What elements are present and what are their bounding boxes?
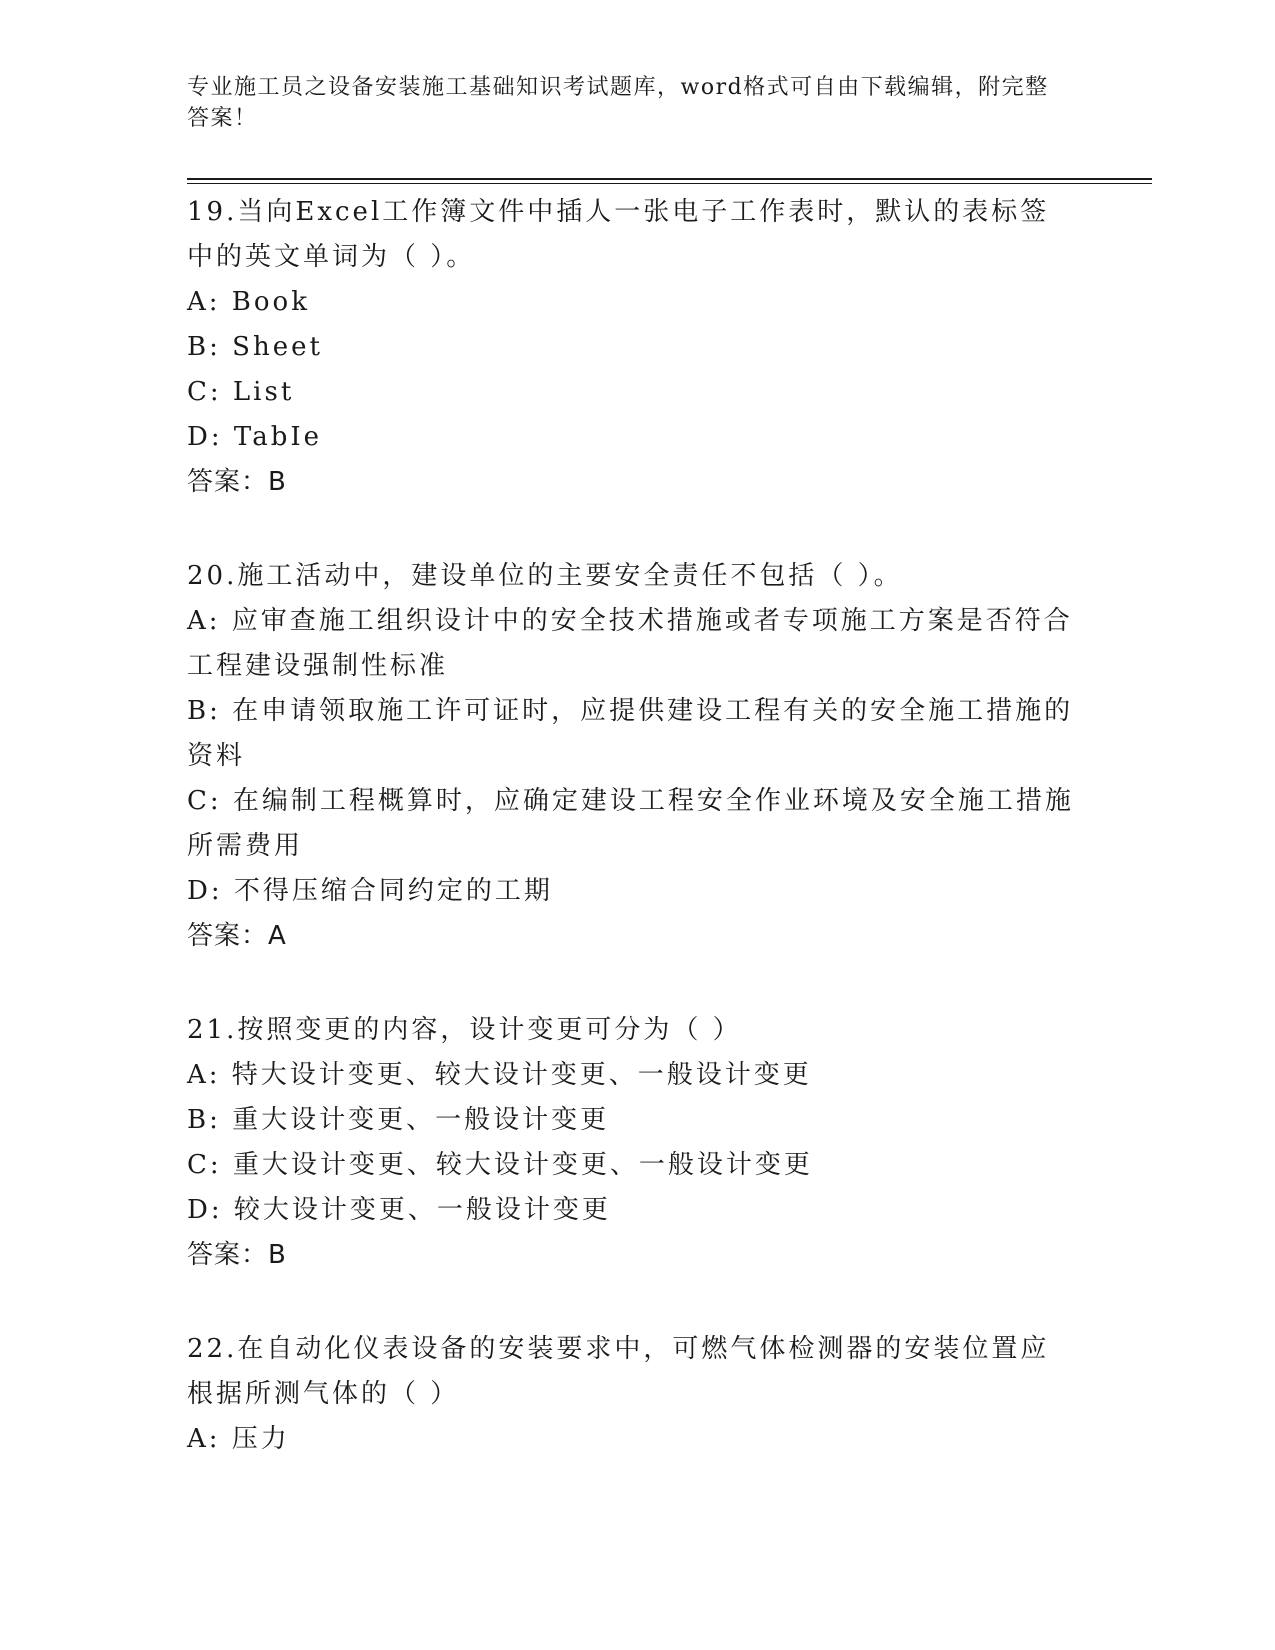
option-a: A: 应审查施工组织设计中的安全技术措施或者专项施工方案是否符合工程建设强制性标准 <box>187 606 1073 681</box>
question-22 <box>187 1327 1077 1462</box>
header-divider-thick <box>187 178 1152 180</box>
option-b: B: Sheet <box>187 332 323 362</box>
answer: 答案：B <box>187 467 287 497</box>
header-divider-thin <box>187 183 1152 184</box>
option-d: D: 不得压缩合同约定的工期 <box>187 876 553 906</box>
option-a: A: Book <box>187 287 310 317</box>
question-list <box>187 190 1077 1511</box>
option-d: D: TabIe <box>187 422 322 452</box>
option-c: C: List <box>187 377 295 407</box>
question-19 <box>187 190 1077 505</box>
question-21 <box>187 1008 1077 1278</box>
answer: 答案：A <box>187 921 287 951</box>
option-a: A: 特大设计变更、较大设计变更、一般设计变更 <box>187 1060 812 1090</box>
option-a: A: 压力 <box>187 1424 290 1454</box>
question-stem: 19.当向Excel工作簿文件中插人一张电子工作表时，默认的表标签中的英文单词为（ ）。 <box>187 197 1050 272</box>
question-stem: 20.施工活动中，建设单位的主要安全责任不包括（ ）。 <box>187 561 903 591</box>
answer: 答案：B <box>187 1240 287 1270</box>
question-stem: 21.按照变更的内容，设计变更可分为（ ） <box>187 1015 742 1045</box>
option-b: B: 在申请领取施工许可证时，应提供建设工程有关的安全施工措施的资料 <box>187 696 1074 771</box>
question-20 <box>187 554 1077 959</box>
option-d: D: 较大设计变更、一般设计变更 <box>187 1195 611 1225</box>
option-b: B: 重大设计变更、一般设计变更 <box>187 1105 610 1135</box>
document-header: 专业施工员之设备安装施工基础知识考试题库，word格式可自由下载编辑，附完整答案！ <box>187 75 1049 131</box>
question-stem: 22.在自动化仪表设备的安装要求中，可燃气体检测器的安装位置应根据所测气体的（ ） <box>187 1334 1050 1409</box>
option-c: C: 在编制工程概算时，应确定建设工程安全作业环境及安全施工措施所需费用 <box>187 786 1074 861</box>
option-c: C: 重大设计变更、较大设计变更、一般设计变更 <box>187 1150 813 1180</box>
